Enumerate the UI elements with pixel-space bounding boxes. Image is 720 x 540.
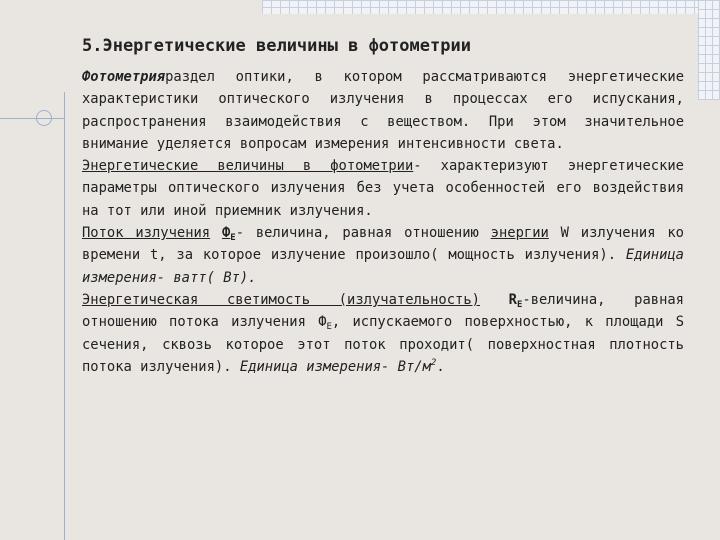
paragraph-photometry <box>82 66 684 155</box>
photometry-definition: раздел оптики, в котором рассматриваются энергетические характеристики оптического излучения в процессах его испускания, распространения взаимодействия с веществом. При этом значительное внимание уделяется вопросам измерения интенсивности света. <box>82 69 684 152</box>
term-energetic-quantities: Энергетические величины в фотометрии <box>82 158 414 175</box>
flux-symbol: $Ф_Е$ <box>221 225 236 244</box>
exitance-definition-1: -величина, равная отношению потока излучения <box>82 291 684 331</box>
paragraph-energetic-quantities <box>82 155 684 222</box>
flux-definition-1: - величина, равная отношению <box>235 225 479 242</box>
slide-body <box>82 66 684 378</box>
horizontal-rule <box>0 118 64 119</box>
right-grid-decoration <box>698 0 720 100</box>
flux-definition-energy: энергии <box>490 225 549 242</box>
exitance-end: . <box>436 358 445 375</box>
vertical-rule <box>64 92 65 540</box>
paragraph-radiant-exitance <box>82 289 684 378</box>
slide-heading: 5.Энергетические величины в фотометрии <box>82 36 471 56</box>
energetic-quantities-definition: - характеризуют энергетические параметры оптического излучения без учета особенностей его воздействия на тот или иной приемник излучения. <box>82 158 684 219</box>
exitance-symbol: $R_Е$ <box>508 291 523 310</box>
exitance-definition-2: , испускаемого поверхностью, к площади S сечения, сквозь которое этот поток проходит( поверхностная плотность потока излучения). <box>82 314 685 375</box>
paragraph-radiant-flux <box>82 222 684 289</box>
term-radiant-exitance: Энергетическая светимость (излучательность) <box>82 291 480 308</box>
circle-ornament <box>36 110 52 126</box>
top-grid-decoration <box>262 0 720 14</box>
term-radiant-flux: Поток излучения <box>82 225 211 242</box>
term-photometry: Фотометрия <box>82 69 166 85</box>
flux-unit: Единица измерения- ватт( Вт). <box>82 247 684 286</box>
exitance-unit: Единица измерения- $Вт/м^2$ <box>239 357 437 375</box>
exitance-flux-symbol: $Ф_Е$ <box>318 314 332 333</box>
flux-definition-2: W излучения ко времени t, за которое излучение произошло( мощность излучения). <box>82 225 684 264</box>
